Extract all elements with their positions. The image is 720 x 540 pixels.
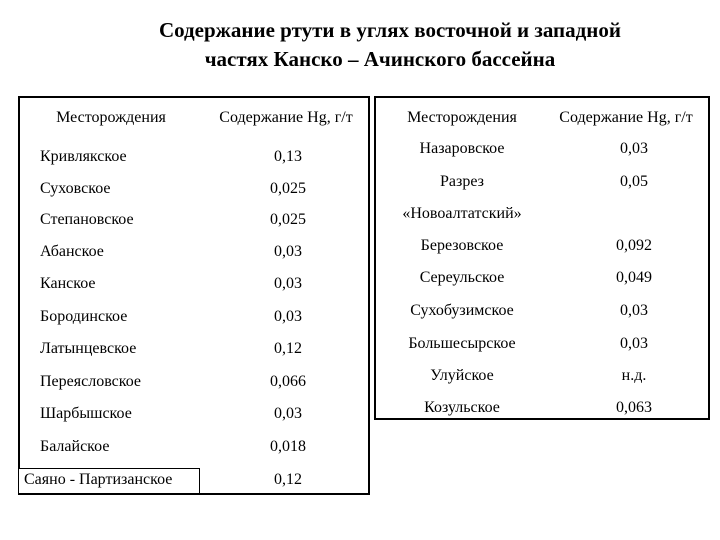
table-border-top (18, 96, 370, 98)
deposit-name: Козульское (424, 399, 500, 416)
deposit-name: Латынцевское (40, 340, 137, 357)
hg-value: 0,03 (620, 302, 648, 319)
hg-value: 0,025 (270, 211, 306, 228)
deposit-name: Канское (40, 275, 96, 292)
table-border-top (374, 96, 710, 98)
hg-value: 0,13 (274, 148, 302, 165)
deposit-name: Разрез (440, 173, 484, 190)
deposit-name: Абанское (40, 243, 104, 260)
deposit-name: Сереульское (419, 269, 505, 286)
hg-value: 0,018 (270, 438, 306, 455)
table-border-left (18, 96, 20, 468)
column-header-deposits: Месторождения (407, 109, 517, 126)
column-header-hg-content: Содержание Hg, г/т (559, 109, 693, 126)
hg-value: 0,03 (274, 308, 302, 325)
column-header-hg-content: Содержание Hg, г/т (219, 109, 353, 126)
right-mercury-table (374, 96, 710, 420)
hg-value: 0,066 (270, 373, 306, 390)
deposit-name: Суховское (40, 180, 111, 197)
hg-value: 0,03 (274, 275, 302, 292)
deposit-name: Переясловское (40, 373, 142, 390)
deposit-name: Улуйское (430, 367, 494, 384)
deposit-name: Балайское (40, 438, 110, 455)
table-border-left (374, 96, 376, 420)
table-border-right (708, 96, 710, 420)
hg-value: 0,092 (616, 237, 652, 254)
deposit-name: Саяно - Партизанское (24, 471, 173, 488)
deposit-name: Назаровское (419, 140, 505, 157)
hg-value: 0,12 (274, 471, 302, 488)
deposit-name: Шарбышское (40, 405, 132, 422)
page-title-line-2: частях Канско – Ачинского бассейна (204, 47, 556, 71)
deposit-name: «Новоалтатский» (402, 205, 522, 222)
deposit-name: Бородинское (40, 308, 128, 325)
hg-value: 0,12 (274, 340, 302, 357)
deposit-name: Кривлякское (40, 148, 127, 165)
hg-value: 0,063 (616, 399, 652, 416)
deposit-name: Сухобузимское (410, 302, 514, 319)
hg-value: 0,03 (274, 405, 302, 422)
table-border-bottom (374, 418, 710, 420)
table-border-right (368, 96, 370, 495)
hg-value: 0,049 (616, 269, 652, 286)
deposit-name: Березовское (420, 237, 504, 254)
page-title-line-1: Содержание ртути в углях восточной и западной (159, 18, 621, 42)
hg-value: 0,03 (620, 335, 648, 352)
deposit-name: Большесырское (408, 335, 516, 352)
hg-value: 0,05 (620, 173, 648, 190)
hg-value: 0,03 (274, 243, 302, 260)
left-mercury-table (18, 96, 370, 495)
hg-value: 0,03 (620, 140, 648, 157)
deposit-name: Степановское (40, 211, 134, 228)
hg-value: 0,025 (270, 180, 306, 197)
hg-value: н.д. (621, 367, 647, 384)
column-header-deposits: Месторождения (56, 109, 166, 126)
